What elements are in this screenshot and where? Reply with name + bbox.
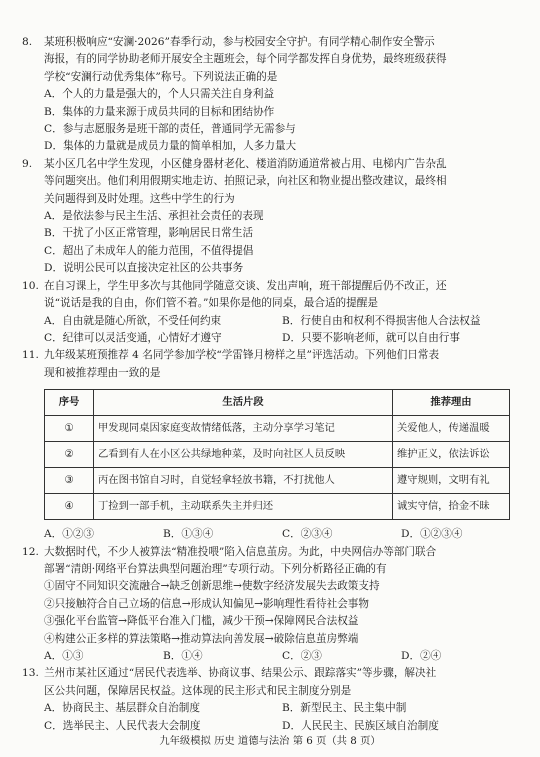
option-a: A．①③: [44, 649, 84, 662]
table-cell: 甲发现同桌因家庭变故情绪低落，主动分享学习笔记: [94, 416, 393, 442]
option-b: B．①④: [163, 649, 203, 662]
question-number: 10.: [22, 279, 39, 292]
table-cell: 丁捡到一部手机，主动联系失主并归还: [94, 494, 393, 520]
option-c: C．②③: [282, 649, 322, 662]
table-row: [45, 442, 510, 468]
table-cell: 诚实守信，拾金不昧: [393, 494, 510, 520]
table-cell: 乙看到有人在小区公共绿地种菜，及时向社区人员反映: [94, 442, 393, 468]
question-text: 关问题得到及时处理。这些中学生的行为: [44, 192, 235, 205]
table-header-row: [45, 390, 510, 416]
table-cell: 关爱他人，传递温暖: [393, 416, 510, 442]
statement-3: ③强化平台监管→降低平台准入门槛，减少干预→保障网民合法权益: [44, 615, 359, 628]
options-row: [44, 526, 520, 543]
options-row: [44, 700, 520, 717]
option-d: D．②④: [401, 649, 442, 662]
question-number: 13.: [22, 667, 39, 680]
option-b: B．集体的力量来源于成员共同的目标和团结协作: [44, 105, 275, 118]
table-row: [45, 468, 510, 494]
option-c: C．参与志愿服务是班干部的责任，普通同学无需参与: [44, 123, 296, 136]
option-a: A．个人的力量是强大的，个人只需关注自身利益: [44, 88, 275, 101]
table-header: 推荐理由: [393, 390, 510, 416]
question-text: 某小区几名中学生发现，小区健身器材老化、楼道消防通道常被占用、电梯内广告杂乱: [44, 157, 447, 170]
options-row: [44, 648, 520, 665]
option-a: A．是依法参与民主生活、承担社会责任的表现: [44, 210, 264, 223]
question-text: 学校“安澜行动优秀集体”称号。下列说法正确的是: [44, 70, 278, 83]
question-text: 九年级某班预推荐 4 名同学参加学校“学雷锋月榜样之星”评选活动。下列他们日常表: [44, 349, 440, 362]
option-a: A．协商民主、基层群众自治制度: [44, 702, 200, 715]
question-number: 9.: [22, 157, 33, 170]
option-b: B．新型民主、民主集中制: [282, 702, 407, 715]
table-cell: ④: [45, 494, 94, 520]
question-text: 部署“清朗·网络平台算法典型问题治理”专项行动。下列分析路径正确的有: [44, 562, 387, 575]
option-c: C．选举民主、人民代表大会制度: [44, 719, 201, 732]
question-text: 说“说话是我的自由，你们管不着。”如果你是他的同桌，最合适的提醒是: [44, 297, 378, 310]
table-cell: 维护正义，依法诉讼: [393, 442, 510, 468]
table-row: [45, 416, 510, 442]
question-12: [22, 544, 520, 666]
question-text: 兰州市某社区通过“居民代表选举、协商议事、结果公示、跟踪落实”等步骤，解决社: [44, 667, 437, 680]
table-cell: ①: [45, 416, 94, 442]
option-d: D．说明公民可以直接决定社区的公共事务: [44, 262, 244, 275]
statement-1: ①固守不同知识交流融合→缺乏创新思维→使数字经济发展失去政策支持: [44, 580, 380, 593]
options-row: [44, 330, 520, 347]
option-d: D．集体的力量就是成员力量的简单相加，人多力量大: [44, 140, 297, 153]
option-b: B．行使自由和权利不得损害他人合法权益: [282, 314, 481, 327]
page-footer: 九年级模拟 历史 道德与法治 第 6 页（共 8 页）: [159, 735, 381, 747]
question-8: [22, 34, 520, 156]
option-d: D．只要不影响老师，就可以自由行事: [282, 331, 460, 344]
question-text: 等问题突出。他们利用假期实地走访、拍照记录，向社区和物业提出整改建议，最终相: [44, 175, 447, 188]
table-header: 生活片段: [94, 390, 393, 416]
exam-page: [22, 34, 520, 735]
option-a: A．①②③: [44, 528, 95, 541]
option-b: B．干扰了小区正常管理，影响居民日常生活: [44, 227, 254, 240]
table-cell: ②: [45, 442, 94, 468]
recommendation-table: [44, 389, 510, 520]
question-text: 区公共问题，保障居民权益。这体现的民主形式和民主制度分别是: [44, 684, 352, 697]
statement-4: ④构建公正多样的算法策略→推动算法向善发展→破除信息茧房弊端: [44, 632, 359, 645]
option-c: C．②③④: [282, 528, 333, 541]
table-cell: 丙在图书馆自习时，自觉轻拿轻放书籍，不打扰他人: [94, 468, 393, 494]
option-a: A．自由就是随心所欲，不受任何约束: [44, 314, 222, 327]
options-row: [44, 313, 520, 330]
question-text: 大数据时代，不少人被算法“精准投喂”陷入信息茧房。为此，中央网信办等部门联合: [44, 545, 437, 558]
question-text: 某班积极响应“安澜·2026”春季行动，参与校园安全守护。有同学精心制作安全警示: [44, 36, 435, 48]
question-number: 8.: [22, 36, 33, 48]
question-number: 12.: [22, 545, 39, 558]
option-c: C．超出了未成年人的能力范围，不值得提倡: [44, 244, 254, 257]
question-11: [22, 347, 520, 543]
table-row: [45, 494, 510, 520]
question-text: 海报，有的同学协助老师开展安全主题班会，每个同学都发挥自身优势，最终班级获得: [44, 53, 447, 66]
table-header: 序号: [45, 390, 94, 416]
option-c: C．纪律可以灵活变通，心情好才遵守: [44, 331, 222, 344]
statement-2: ②只接触符合自己立场的信息→形成认知偏见→影响理性看待社会事物: [44, 597, 369, 610]
table-cell: 遵守规则，文明有礼: [393, 468, 510, 494]
table-cell: ③: [45, 468, 94, 494]
question-13: [22, 665, 520, 735]
question-9: [22, 156, 520, 278]
question-10: [22, 278, 520, 348]
option-d: D．人民民主、民族区域自治制度: [282, 719, 439, 732]
option-b: B．①③④: [163, 528, 214, 541]
question-text: 现和被推荐理由一致的是: [44, 366, 161, 379]
option-d: D．①②③④: [401, 528, 463, 541]
question-number: 11.: [22, 349, 39, 362]
question-text: 在自习课上，学生甲多次与其他同学随意交谈、发出声响，班干部提醒后仍不改正，还: [44, 279, 447, 292]
